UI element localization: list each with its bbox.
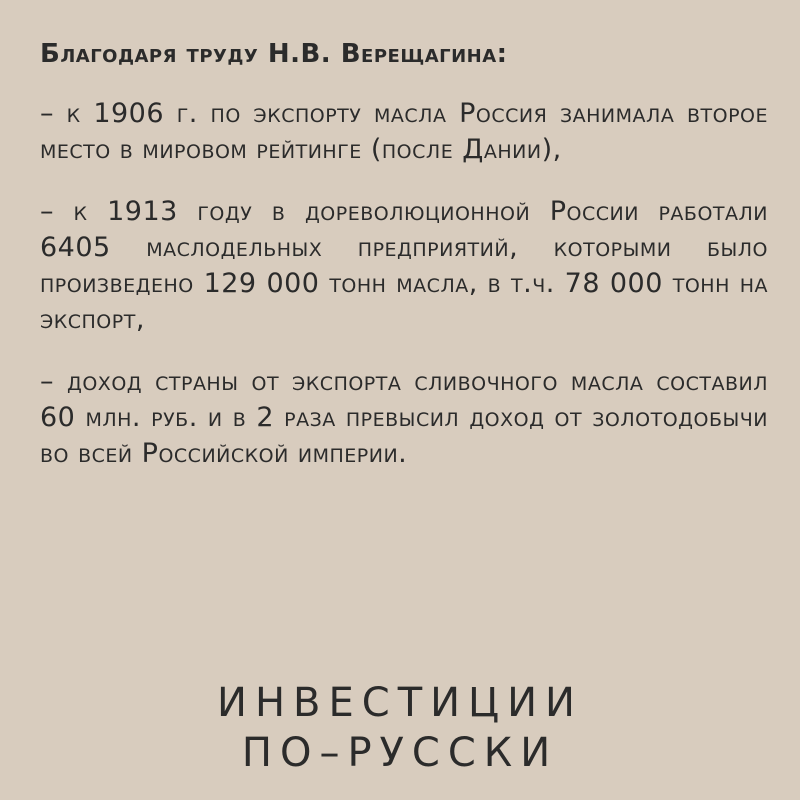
heading: Благодаря труду Н.В. Верещагина: xyxy=(40,39,508,69)
fact-paragraph-income: – доход страны от экспорта сливочного масла составил 60 млн. руб. и в 2 раза превысил доход от золотодобычи во всей Российской империи. xyxy=(40,366,768,469)
brand-logo xyxy=(0,678,800,778)
fact-paragraph-1913: – к 1913 году в дореволюционной России работали 6405 маслодельных предприятий, которыми было произведено 129 000 тонн масла, в т.ч. 78 000 тонн на экспорт, xyxy=(40,196,768,335)
brand-line-1: ИНВЕСТИЦИИ xyxy=(217,680,583,726)
brand-line-2: ПО–РУССКИ xyxy=(241,730,559,776)
article-body xyxy=(40,34,768,498)
fact-paragraph-1906: – к 1906 г. по экспорту масла Россия занимала второе место в мировом рейтинге (после Дании), xyxy=(40,98,768,165)
